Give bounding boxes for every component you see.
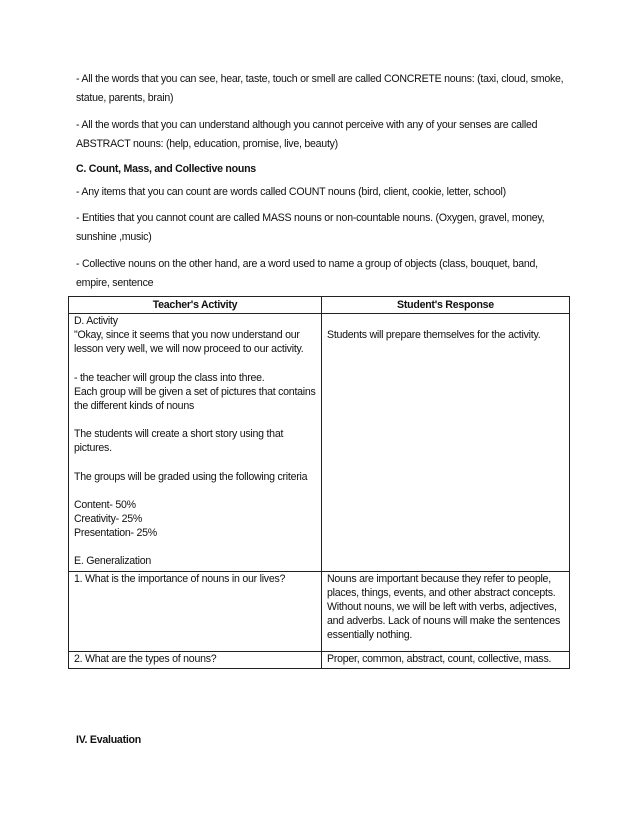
teacher-cell bbox=[69, 314, 322, 572]
teacher-cell bbox=[69, 651, 322, 668]
section-heading-c: C. Count, Mass, and Collective nouns bbox=[76, 163, 256, 175]
section-heading-evaluation: IV. Evaluation bbox=[76, 734, 141, 746]
spacer bbox=[74, 484, 317, 498]
table-row bbox=[69, 314, 570, 572]
list-item: Presentation- 25% bbox=[74, 527, 157, 540]
list-item: The groups will be graded using the following criteria bbox=[74, 470, 308, 483]
list-item: 2. What are the types of nouns? bbox=[74, 652, 217, 665]
paragraph-collective-nouns: - Collective nouns on the other hand, are a word used to name a group of objects (class, bouquet, band, empire, sentence bbox=[76, 258, 538, 289]
paragraph-mass-nouns: - Entities that you cannot count are called MASS nouns or non-countable nouns. (Oxygen, gravel, money, sunshine ,music) bbox=[76, 212, 545, 243]
list-item: Proper, common, abstract, count, collective, mass. bbox=[327, 652, 552, 665]
table-row bbox=[69, 571, 570, 651]
teacher-cell bbox=[69, 571, 322, 651]
header-teachers-activity: Teacher's Activity bbox=[69, 297, 322, 314]
student-cell bbox=[322, 651, 570, 668]
list-item: Creativity- 25% bbox=[74, 513, 143, 526]
spacer bbox=[327, 314, 565, 328]
list-item: Students will prepare themselves for the activity. bbox=[327, 329, 541, 341]
paragraph-abstract-nouns: - All the words that you can understand although you cannot perceive with any of your senses are called ABSTRACT nouns: (help, education, promise, live, beauty) bbox=[76, 119, 538, 150]
list-item: Content- 50% bbox=[74, 498, 136, 511]
list-item: - the teacher will group the class into three. bbox=[74, 371, 265, 384]
paragraph-concrete-nouns: - All the words that you can see, hear, taste, touch or smell are called CONCRETE nouns: (taxi, cloud, smoke, statue, parents, brain) bbox=[76, 73, 564, 104]
table-row bbox=[69, 651, 570, 668]
student-cell bbox=[322, 314, 570, 572]
header-students-response: Student's Response bbox=[322, 297, 570, 314]
list-item: E. Generalization bbox=[74, 555, 152, 568]
list-item: Each group will be given a set of pictures that contains the different kinds of nouns bbox=[74, 385, 316, 413]
list-item: Nouns are important because they refer to people, places, things, events, and other abstract concepts. Without nouns, we will be left with verbs, adjectives, and adverbs. Lack of nouns will make the sentences essentially nothing. bbox=[327, 572, 561, 642]
list-item: The students will create a short story using that pictures. bbox=[74, 428, 284, 455]
paragraph-count-nouns: - Any items that you can count are words called COUNT nouns (bird, client, cookie, letter, school) bbox=[76, 186, 506, 198]
student-cell bbox=[322, 571, 570, 651]
list-item: D. Activity bbox=[74, 315, 118, 327]
spacer bbox=[74, 413, 317, 427]
spacer bbox=[74, 540, 317, 554]
spacer bbox=[74, 357, 317, 371]
activity-table bbox=[68, 296, 570, 669]
table-header-row bbox=[69, 297, 570, 314]
spacer bbox=[74, 456, 317, 470]
list-item: "Okay, since it seems that you now understand our lesson very well, we will now proceed to our activity. bbox=[74, 329, 304, 356]
list-item: 1. What is the importance of nouns in our lives? bbox=[74, 572, 286, 585]
